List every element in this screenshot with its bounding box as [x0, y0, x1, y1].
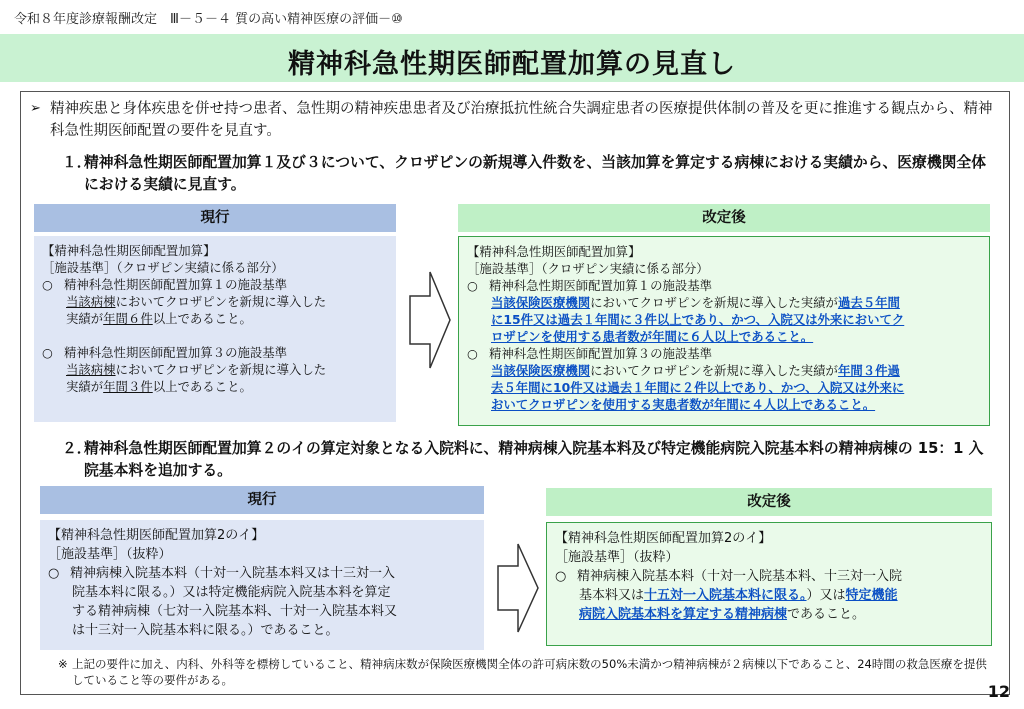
text-segment: においてクロザピンを新規に導入した実績が: [590, 295, 838, 310]
text-segment: 精神病棟入院基本料（十対一入院基本料、十三対一入院: [577, 569, 903, 584]
text-line: 【精神科急性期医師配置加算2のイ】: [48, 528, 265, 543]
highlighted-text: 十五対一入院基本料に限る。: [644, 588, 807, 603]
item2-number: ２．: [62, 440, 92, 457]
text-line: ［施設基準］（抜粋）: [555, 550, 679, 565]
text-line: [467, 311, 981, 328]
item2-heading: [62, 438, 997, 482]
underlined-text: 当該病棟: [66, 294, 116, 309]
item2-current-header: 現行: [40, 486, 484, 514]
title-band: [0, 34, 1024, 82]
intro-bullet: [30, 98, 995, 142]
text-line: [467, 396, 981, 413]
text-line: ［施設基準］（クロザピン実績に係る部分）: [42, 260, 284, 275]
text-line: 【精神科急性期医師配置加算2のイ】: [555, 531, 772, 546]
item2-revised-box: [546, 522, 992, 646]
text-line: [467, 362, 981, 379]
underlined-text: 当該病棟: [66, 362, 116, 377]
text-segment: 実績が: [66, 379, 104, 394]
arrow-bullet-icon: ➢: [30, 101, 41, 116]
item2-revised-header: 改定後: [546, 488, 992, 516]
text-segment: ）又は: [806, 588, 846, 603]
text-line: [42, 293, 388, 310]
item2-current-box: [40, 520, 484, 650]
intro-text: 精神疾患と身体疾患を併せ持つ患者、急性期の精神疾患患者及び治療抵抗性統合失調症患者の医療提供体制の普及を更に推進する観点から、精神科急性期医師配置の要件を見直す。: [50, 101, 993, 139]
text-segment: 実績が: [66, 311, 104, 326]
item1-current-box: [34, 236, 396, 422]
footnote-text: 上記の要件に加え、内科、外科等を標榜していること、精神病床数が保険医療機関全体の許可病床数の50%未満かつ精神病棟が２病棟以下であること、24時間の救急医療を提供していること等の要件がある。: [72, 657, 987, 687]
circle-mark: ○: [42, 345, 53, 360]
note-mark: ※: [58, 657, 68, 671]
text-line: 【精神科急性期医師配置加算】: [467, 244, 641, 259]
circle-mark: ○: [467, 346, 478, 361]
text-line: 【精神科急性期医師配置加算】: [42, 243, 216, 258]
text-segment: 以上であること。: [152, 311, 252, 326]
text-line: [467, 379, 981, 396]
text-segment: 以上であること。: [152, 379, 252, 394]
text-line: [467, 328, 981, 345]
highlighted-text: に15件又は過去１年間に３件以上であり、かつ、入院又は外来においてク: [491, 312, 905, 327]
item1-text: 精神科急性期医師配置加算１及び３について、クロザピンの新規導入件数を、当該加算を算定する病棟における実績から、医療機関全体における実績に見直す。: [84, 154, 987, 193]
item1-revised-box: [458, 236, 990, 426]
text-line: [42, 276, 388, 293]
text-line: ［施設基準］（クロザピン実績に係る部分）: [467, 261, 709, 276]
text-line: [42, 310, 388, 327]
text-segment: であること。: [787, 607, 866, 622]
highlighted-text: 年間３件過: [837, 363, 900, 378]
page-number: 12: [987, 682, 1010, 701]
text-segment: 精神科急性期医師配置加算１の施設基準: [64, 277, 288, 292]
footnote: [58, 656, 998, 688]
text-line: ［施設基準］（抜粋）: [48, 547, 172, 562]
arrow-right-icon: [408, 268, 452, 372]
slide-reference: 令和８年度診療報酬改定 Ⅲ－５－４ 質の高い精神医療の評価－⑩: [14, 12, 403, 27]
item2-text: 精神科急性期医師配置加算２のイの算定対象となる入院料に、精神病棟入院基本料及び特定機能病院入院基本料の精神病棟の 15：1 入院基本料を追加する。: [84, 440, 984, 479]
item1-current-header: 現行: [34, 204, 396, 232]
text-line: [555, 567, 983, 586]
text-segment: においてクロザピンを新規に導入した: [115, 294, 327, 309]
highlighted-text: 当該保険医療機関: [491, 295, 591, 310]
text-line: [555, 586, 983, 605]
text-segment: 精神科急性期医師配置加算３の施設基準: [64, 345, 288, 360]
circle-mark: ○: [48, 566, 60, 581]
underlined-text: 年間６件: [103, 311, 153, 326]
item1-number: １．: [62, 154, 92, 171]
item1-heading: [62, 152, 997, 196]
spacer: [42, 327, 388, 344]
highlighted-text: ロザピンを使用する患者数が年間に６人以上であること。: [491, 329, 814, 344]
text-segment: においてクロザピンを新規に導入した: [115, 362, 327, 377]
text-line: する精神病棟（七対一入院基本料、十対一入院基本料又: [72, 604, 398, 619]
text-line: [42, 344, 388, 361]
highlighted-text: 過去５年間: [837, 295, 900, 310]
highlighted-text: 去５年間に10件又は過去１年間に２件以上であり、かつ、入院又は外来に: [491, 380, 905, 395]
arrow-right-icon: [496, 540, 540, 636]
text-line: [555, 605, 983, 624]
text-line: [467, 277, 981, 294]
text-line: [42, 378, 388, 395]
text-segment: 精神科急性期医師配置加算３の施設基準: [489, 346, 713, 361]
circle-mark: ○: [467, 278, 478, 293]
text-line: [48, 564, 476, 583]
highlighted-text: おいてクロザピンを使用する実患者数が年間に４人以上であること。: [491, 397, 876, 412]
highlighted-text: 特定機能: [845, 588, 898, 603]
text-segment: においてクロザピンを新規に導入した実績が: [590, 363, 838, 378]
circle-mark: ○: [555, 569, 567, 584]
text-segment: 基本料又は: [579, 588, 645, 603]
highlighted-text: 当該保険医療機関: [491, 363, 591, 378]
highlighted-text: 病院入院基本料を算定する精神病棟: [579, 607, 788, 622]
circle-mark: ○: [42, 277, 53, 292]
item1-revised-header: 改定後: [458, 204, 990, 232]
text-line: [42, 361, 388, 378]
page-title: 精神科急性期医師配置加算の見直し: [288, 49, 736, 80]
text-line: は十三対一入院基本料に限る。）であること。: [72, 623, 339, 638]
text-line: [467, 294, 981, 311]
text-line: 院基本料に限る。）又は特定機能病院入院基本料を算定: [72, 585, 391, 600]
text-line: [467, 345, 981, 362]
underlined-text: 年間３件: [103, 379, 153, 394]
text-segment: 精神科急性期医師配置加算１の施設基準: [489, 278, 713, 293]
text-segment: 精神病棟入院基本料（十対一入院基本料又は十三対一入: [70, 566, 396, 581]
